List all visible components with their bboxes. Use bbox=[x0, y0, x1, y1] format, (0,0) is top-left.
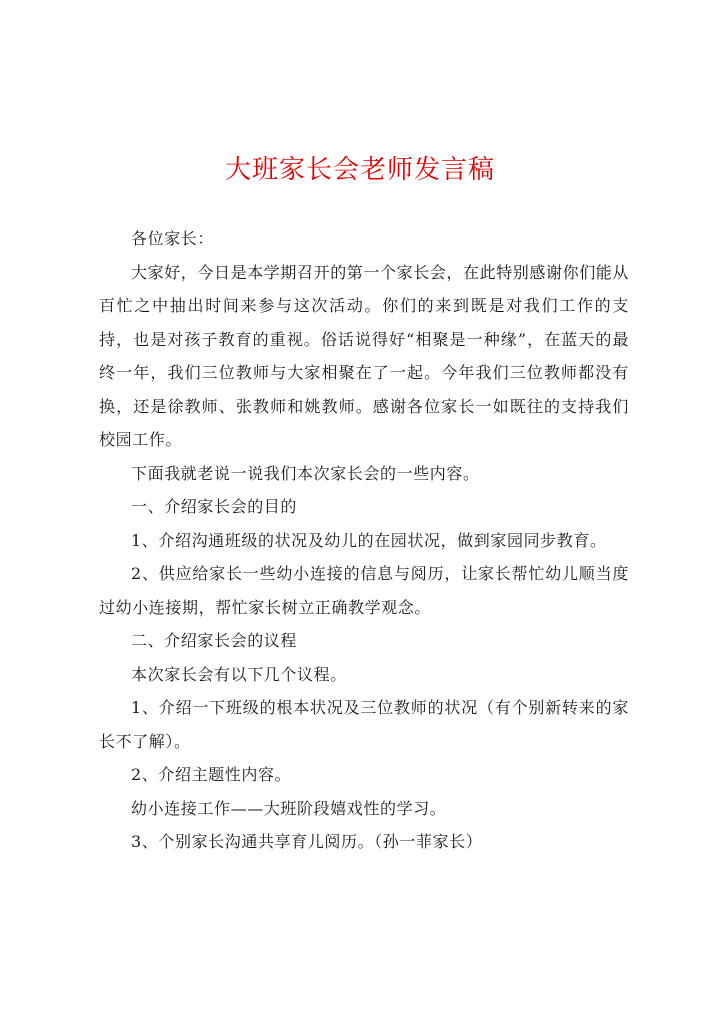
paragraph-greeting: 大家好，今日是本学期召开的第一个家长会，在此特别感谢你们能从百忙之中抽出时间来参与这次活动。你们的来到既是对我们工作的支持，也是对孩子教育的重视。俗话说得好“相聚是一种缘”，在蓝天的最终一年，我们三位教师与大家相聚在了一起。今年我们三位教师都没有换，还是徐教师、张教师和姚教师。感谢各位家长一如既往的支持我们校园工作。 bbox=[99, 262, 630, 449]
paragraph-agenda-intro: 本次家长会有以下几个议程。 bbox=[131, 664, 347, 684]
section-heading-agenda: 二、介绍家长会的议程 bbox=[131, 631, 298, 650]
paragraph-intro: 下面我就老说一说我们本次家长会的一些内容。 bbox=[131, 463, 480, 483]
document-body bbox=[99, 222, 629, 859]
list-item-agenda-1: 1、介绍一下班级的根本状况及三位教师的状况（有个别新转来的家长不了解）。 bbox=[99, 698, 629, 751]
document-title: 大班家长会老师发言稿 bbox=[224, 155, 495, 185]
list-item-agenda-3: 3、个别家长沟通共享育儿阅历。（孙一菲家长） bbox=[131, 832, 483, 851]
paragraph-salutation: 各位家长： bbox=[131, 229, 215, 248]
section-heading-purpose: 一、介绍家长会的目的 bbox=[131, 497, 298, 516]
list-item-agenda-2: 2、介绍主题性内容。 bbox=[131, 765, 292, 784]
list-item-purpose-1: 1、介绍沟通班级的状况及幼儿的在园状况，做到家园同步教育。 bbox=[131, 530, 607, 550]
list-item-purpose-2: 2、供应给家长一些幼小连接的信息与阅历，让家长帮忙幼儿顺当度过幼小连接期，帮忙家长树立正确教学观念。 bbox=[99, 564, 629, 617]
paragraph-agenda-2-detail: 幼小连接工作——大班阶段嬉戏性的学习。 bbox=[131, 798, 447, 818]
